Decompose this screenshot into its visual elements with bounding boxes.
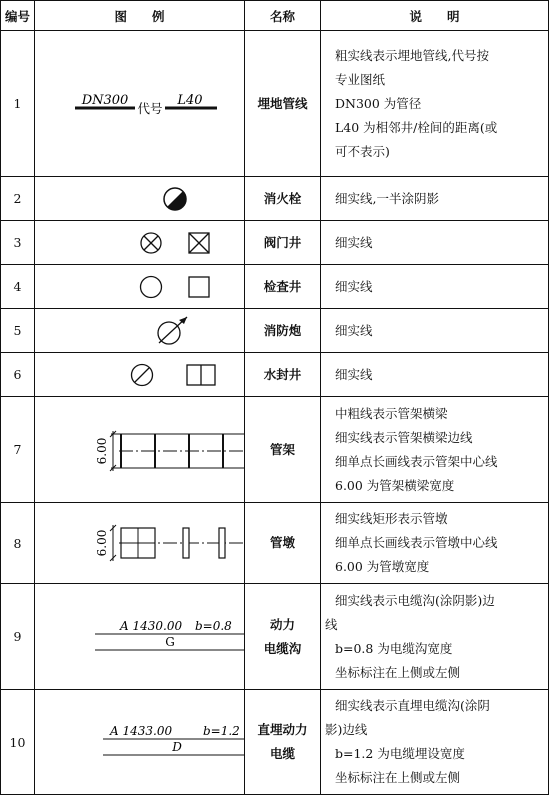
table-row [1,690,549,795]
desc-line: 坐标标注在上侧或左侧 [335,770,461,785]
desc-line: 细单点长画线表示管架中心线 [335,453,498,469]
row-number: 5 [1,309,35,353]
cable-width-label: b=1.2 [203,724,240,738]
pier-width-label: 6.00 [95,529,109,557]
desc-line: 坐标标注在上侧或左侧 [335,664,461,680]
legend-cell [35,397,245,503]
row-description [321,221,549,265]
desc-line: b=0.8 为电缆沟宽度 [335,640,453,656]
table-row [1,503,549,584]
row-number: 3 [1,221,35,265]
row-description [321,690,549,795]
row-description [321,31,549,177]
pipe-diameter-label: DN300 [81,92,129,108]
row-description [321,309,549,353]
fire-hydrant-icon [35,184,245,214]
row-description [321,397,549,503]
table-row [1,31,549,177]
row-name: 检查井 [245,265,321,309]
desc-line: 细实线,一半涂阴影 [335,190,439,206]
desc-line: 细实线表示直埋电缆沟(涂阴 [335,698,490,713]
desc-line: L40 为相邻井/栓间的距离(或 [335,119,498,135]
desc-line: DN300 为管径 [335,95,422,111]
inspection-well-icon [35,272,245,302]
table-row [1,397,549,503]
header-num: 编号 [1,1,35,31]
header-row [1,1,549,31]
row-number: 10 [1,690,35,795]
row-name: 阀门井 [245,221,321,265]
legend-cell [35,353,245,397]
legend-cell [35,309,245,353]
row-number: 8 [1,503,35,584]
header-name: 名称 [245,1,321,31]
desc-line: 细实线表示管架横梁边线 [335,429,473,445]
pipe-distance-label: L40 [177,92,203,108]
row-name: 埋地管线 [245,31,321,177]
pipe-pier-symbol [35,518,245,568]
desc-line: 细实线 [335,234,373,250]
legend-cell [35,31,245,177]
desc-line: 中粗线表示管架横梁 [335,405,448,421]
row-number: 6 [1,353,35,397]
cable-code-label: D [172,740,182,754]
row-description [321,503,549,584]
desc-line: 细实线 [335,322,373,338]
valve-well-icon [35,228,245,258]
desc-line: b=1.2 为电缆埋设宽度 [335,746,465,761]
table-row [1,177,549,221]
trench-coordinate-label: A 1430.00 [120,618,183,633]
row-name: 消防炮 [245,309,321,353]
row-number: 9 [1,584,35,690]
row-name: 水封井 [245,353,321,397]
trench-width-label: b=0.8 [195,618,232,633]
pipe-code-label: 代号 [137,100,163,116]
desc-line: 影)边线 [325,722,368,737]
table-row [1,353,549,397]
row-name: 直埋动力 电缆 [245,690,321,795]
legend-cell [35,265,245,309]
row-description [321,177,549,221]
desc-line: 可不表示) [335,143,390,159]
desc-line: 6.00 为管架横梁宽度 [335,477,455,493]
pipe-rack-symbol [35,418,245,482]
row-name: 动力 电缆沟 [245,584,321,690]
trench-code-label: G [165,634,175,649]
row-name: 消火栓 [245,177,321,221]
desc-line: 线 [325,616,338,632]
desc-line: 细实线表示电缆沟(涂阴影)边 [335,592,495,608]
desc-line: 6.00 为管墩宽度 [335,559,430,574]
legend-cell [35,690,245,795]
legend-cell [35,177,245,221]
cable-coordinate-label: A 1433.00 [110,724,173,738]
table-row [1,221,549,265]
legend-cell [35,503,245,584]
row-description [321,353,549,397]
header-legend: 图 例 [35,1,245,31]
fire-monitor-icon [35,314,245,348]
row-name: 管墩 [245,503,321,584]
desc-line: 细实线 [335,366,373,382]
desc-line: 细实线 [335,278,373,294]
legend-cell [35,584,245,690]
table-row [1,309,549,353]
water-seal-well-icon [35,360,245,390]
table-row [1,584,549,690]
table-row [1,265,549,309]
desc-line: 细实线矩形表示管墩 [335,511,448,526]
row-number: 2 [1,177,35,221]
row-number: 1 [1,31,35,177]
desc-line: 粗实线表示埋地管线,代号按 [335,47,489,63]
power-cable-trench-symbol [35,617,245,657]
row-number: 7 [1,397,35,503]
row-name: 管架 [245,397,321,503]
legend-cell [35,221,245,265]
row-number: 4 [1,265,35,309]
header-desc: 说 明 [321,1,549,31]
direct-buried-cable-symbol [35,722,245,762]
buried-pipeline-symbol [35,84,245,124]
rack-width-label: 6.00 [95,437,109,464]
row-description [321,265,549,309]
desc-line: 专业图纸 [335,71,386,87]
desc-line: 细单点长画线表示管墩中心线 [335,535,498,550]
row-description [321,584,549,690]
